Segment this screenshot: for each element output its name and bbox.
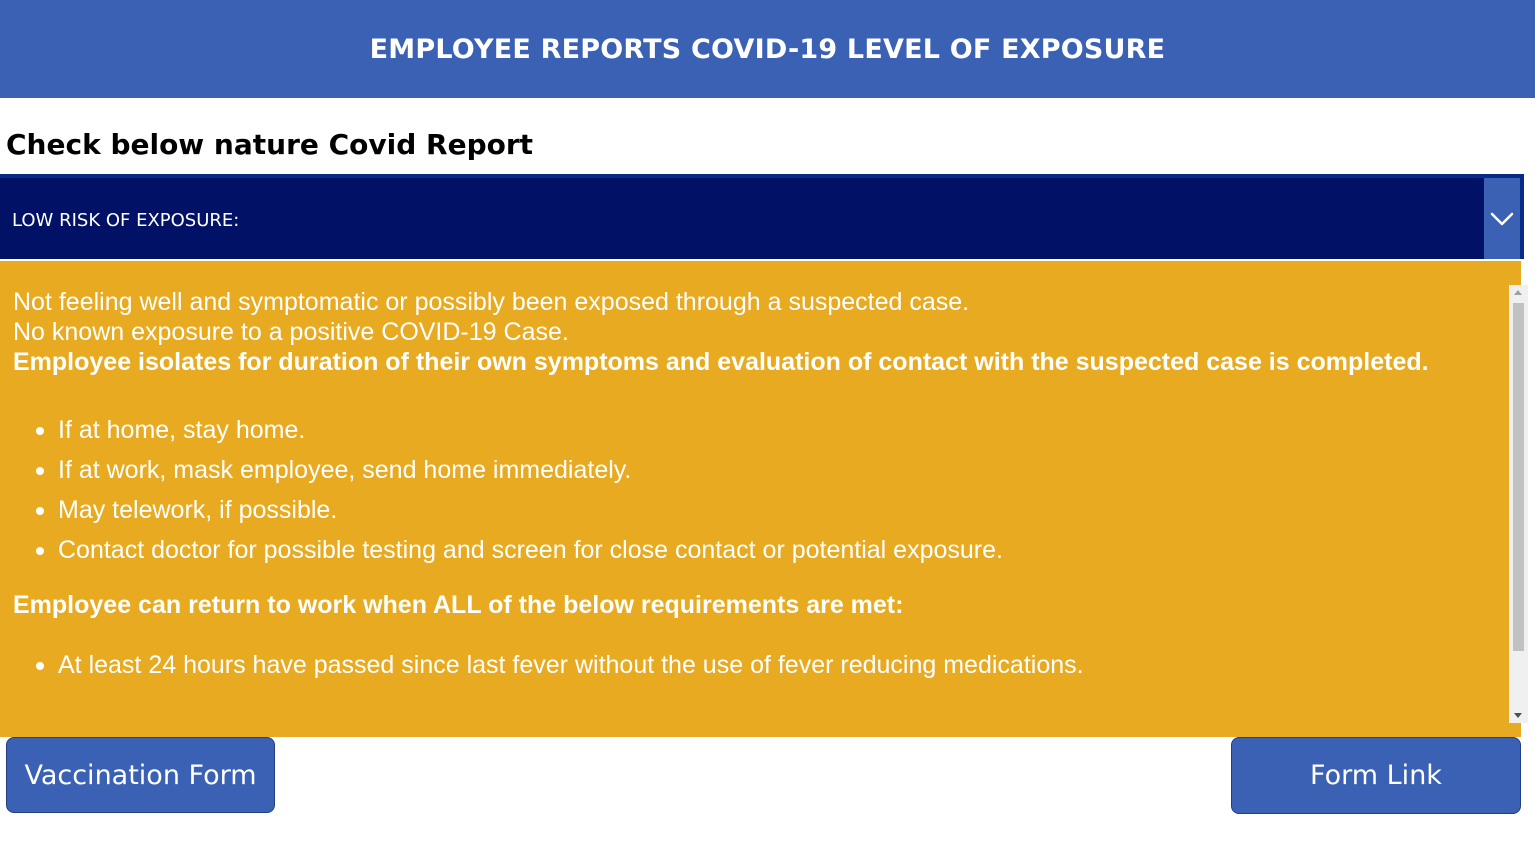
isolation-note: Employee isolates for duration of their own symptoms and evaluation of contact with the suspected case is completed. bbox=[13, 348, 1429, 376]
scroll-down-arrow-icon[interactable] bbox=[1514, 713, 1522, 718]
symptom-line: Not feeling well and symptomatic or possibly been exposed through a suspected case. bbox=[13, 288, 970, 316]
scroll-up-arrow-icon[interactable] bbox=[1514, 290, 1522, 295]
app-header bbox=[0, 0, 1535, 98]
form-link-button[interactable]: Form Link bbox=[1231, 737, 1521, 814]
list-item: Contact doctor for possible testing and screen for close contact or potential exposure. bbox=[58, 530, 1503, 570]
vaccination-form-button[interactable]: Vaccination Form bbox=[6, 737, 275, 813]
exposure-line: No known exposure to a positive COVID-19 Case. bbox=[13, 318, 569, 346]
exposure-details-text bbox=[13, 287, 1503, 685]
section-heading: Check below nature Covid Report bbox=[6, 128, 534, 161]
exposure-level-dropdown[interactable] bbox=[0, 174, 1524, 259]
instruction-list bbox=[13, 410, 1503, 570]
page-title: EMPLOYEE REPORTS COVID-19 LEVEL OF EXPOSURE bbox=[369, 33, 1166, 65]
requirement-list bbox=[13, 645, 1503, 685]
content-scrollbar[interactable] bbox=[1509, 285, 1528, 723]
list-item: If at home, stay home. bbox=[58, 410, 1503, 450]
exposure-details-panel bbox=[0, 261, 1521, 737]
list-item: May telework, if possible. bbox=[58, 490, 1503, 530]
list-item: If at work, mask employee, send home immediately. bbox=[58, 450, 1503, 490]
dropdown-selected-value: LOW RISK OF EXPOSURE: bbox=[12, 210, 240, 231]
return-to-work-heading: Employee can return to work when ALL of the below requirements are met: bbox=[13, 591, 904, 619]
chevron-down-icon[interactable] bbox=[1484, 178, 1520, 259]
scroll-thumb[interactable] bbox=[1513, 303, 1524, 651]
list-item: At least 24 hours have passed since last fever without the use of fever reducing medications. bbox=[58, 645, 1503, 685]
